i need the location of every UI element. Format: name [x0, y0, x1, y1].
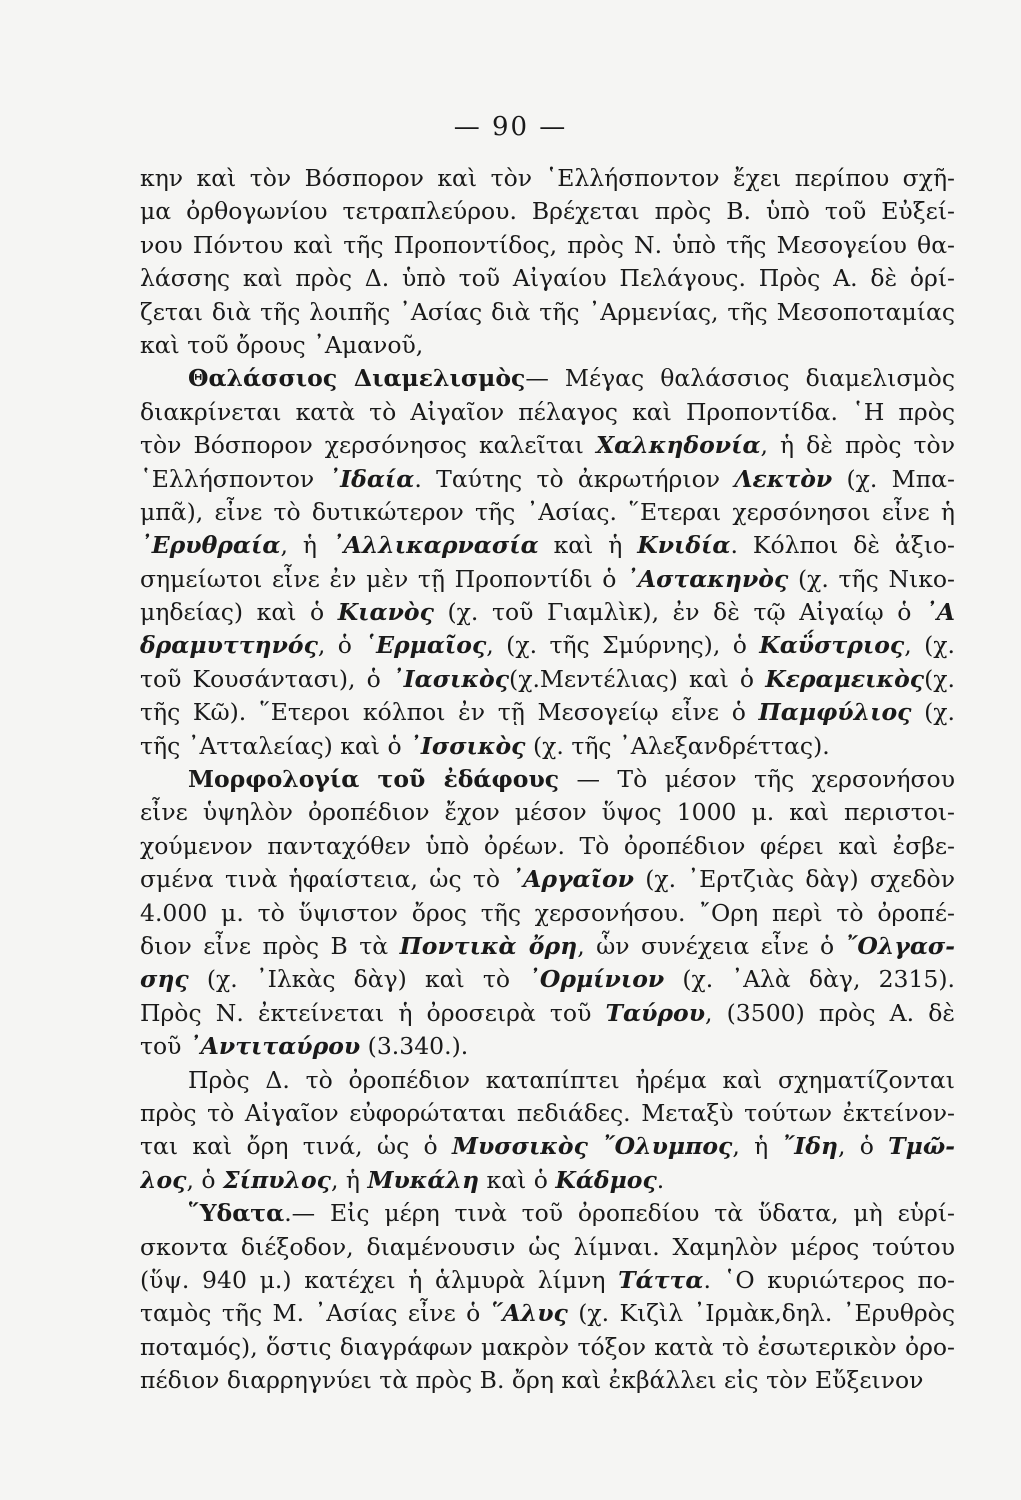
text-line: [140, 262, 955, 295]
emphasized-term: λος: [140, 1165, 187, 1194]
emphasized-term: Κιανὸς: [337, 598, 434, 627]
text-run: ται καὶ ὄρη τινά, ὡς ὁ: [140, 1132, 452, 1161]
text-line: [140, 362, 955, 395]
text-line: [140, 429, 955, 462]
text-run: (χ. ᾿Ερτζιὰς δὰγ) σχεδὸν: [633, 865, 955, 894]
text-run: ῾Ελλήσποντον: [140, 464, 329, 493]
text-run: καὶ ἡ: [538, 531, 638, 560]
text-run: μα ὀρθογωνίου τετραπλεύρου. Βρέχεται πρὸς Β. ὑπὸ τοῦ Εὐξεί-: [140, 197, 955, 226]
text-run: τὸν Βόσπορον χερσόνησος καλεῖται: [140, 431, 596, 460]
emphasized-term: Κνιδία: [637, 531, 731, 560]
text-run: τῆς ᾿Ατταλείας) καὶ ὁ: [140, 731, 410, 760]
emphasized-term: σης: [140, 965, 189, 994]
text-run: ποταμός), ὅστις διαγράφων μακρὸν τόξον κατὰ τὸ ἐσωτερικὸν ὀρο-: [140, 1332, 955, 1361]
text-line: [140, 529, 955, 562]
emphasized-term: Τμῶ-: [888, 1132, 955, 1161]
text-run: σκοντα διέξοδον, διαμένουσιν ὡς λίμναι. Χαμηλὸν μέρος τούτου: [140, 1232, 955, 1261]
text-run: διον εἶνε πρὸς Β τὰ: [140, 931, 400, 960]
text-run: τοῦ Κουσάντασι), ὁ: [140, 664, 392, 693]
emphasized-term: ῞Αλυς: [490, 1299, 568, 1328]
text-run: (3.340.).: [360, 1032, 469, 1061]
text-run: (χ.: [924, 664, 955, 693]
emphasized-term: Ποντικὰ ὄρη: [399, 931, 578, 960]
text-run: (χ. Κιζὶλ ᾿Ιρμὰκ,δηλ. ᾿Ερυθρὸς: [567, 1299, 955, 1328]
text-run: . Κόλποι δὲ ἀξιο-: [730, 531, 955, 560]
text-run: , ὧν συνέχεια εἶνε ὁ: [577, 931, 846, 960]
text-run: (χ.: [911, 698, 955, 727]
text-line: [140, 1130, 955, 1163]
text-line: [140, 1364, 955, 1397]
text-line: [140, 1297, 955, 1330]
text-line: [140, 930, 955, 963]
emphasized-term: Μορφολογία τοῦ ἐδάφους: [188, 765, 560, 794]
text-line: [140, 796, 955, 829]
text-run: νου Πόντου καὶ τῆς Προποντίδος, πρὸς Ν. ὑπὸ τῆς Μεσογείου θα-: [140, 230, 955, 259]
text-line: [140, 1064, 955, 1097]
text-line: [140, 1331, 955, 1364]
text-run: , ἡ: [732, 1132, 783, 1161]
emphasized-term: ᾿Αργαῖον: [511, 865, 634, 894]
text-line: [140, 162, 955, 195]
emphasized-term: ῞Υδατα: [188, 1199, 285, 1228]
text-run: (χ. ᾿Ιλκὰς δὰγ) καὶ τὸ: [188, 965, 529, 994]
emphasized-term: δραμυττηνός: [140, 631, 318, 660]
text-line: [140, 1264, 955, 1297]
emphasized-term: Ταύρου: [605, 998, 706, 1027]
text-line: [140, 396, 955, 429]
text-run: . ῾Ο κυριώτερος πο-: [703, 1265, 955, 1294]
text-run: (χ. Μπα-: [832, 464, 955, 493]
text-line: [140, 963, 955, 996]
text-line: [140, 629, 955, 662]
text-line: [140, 596, 955, 629]
text-run: μπᾶ), εἶνε τὸ δυτικώτερον τῆς ᾿Ασίας. ῞Ετεραι χερσόνησοι εἶνε ἡ: [140, 497, 955, 526]
text-line: [140, 897, 955, 930]
text-line: [140, 563, 955, 596]
text-run: καὶ ὁ: [479, 1165, 556, 1194]
text-line: [140, 1197, 955, 1230]
emphasized-term: Κεραμεικὸς: [765, 664, 925, 693]
text-run: ζεται διὰ τῆς λοιπῆς ᾿Ασίας διὰ τῆς ᾿Αρμενίας, τῆς Μεσοποταμίας: [140, 297, 955, 326]
text-run: (ὕψ. 940 μ.) κατέχει ἡ ἁλμυρὰ λίμνη: [140, 1265, 619, 1294]
emphasized-term: ᾿Α: [925, 598, 955, 627]
text-run: καὶ τοῦ ὄρους ᾿Αμανοῦ,: [140, 330, 424, 359]
emphasized-term: Καΰστριος: [759, 631, 905, 660]
text-line: [140, 296, 955, 329]
text-line: [140, 696, 955, 729]
emphasized-term: ῎Ιδη: [782, 1132, 838, 1161]
emphasized-term: Παμφύλιος: [758, 698, 912, 727]
text-line: [140, 1231, 955, 1264]
text-run: .— Εἰς μέρη τινὰ τοῦ ὀροπεδίου τὰ ὕδατα, μὴ εὑρί-: [284, 1199, 955, 1228]
emphasized-term: ᾿Ιδαία: [328, 464, 415, 493]
emphasized-term: ῾Ερμαῖος: [364, 631, 487, 660]
text-line: [140, 830, 955, 863]
text-run: σμένα τινὰ ἡφαίστεια, ὡς τὸ: [140, 865, 512, 894]
text-run: Πρὸς Δ. τὸ ὀροπέδιον καταπίπτει ἠρέμα καὶ σχηματίζονται: [188, 1065, 955, 1094]
emphasized-term: Θαλάσσιος Διαμελισμὸς: [188, 364, 526, 393]
text-run: (χ.Μεντέλιας) καὶ ὁ: [509, 664, 766, 693]
text-line: [140, 997, 955, 1030]
emphasized-term: Σίπυλος: [223, 1165, 331, 1194]
text-line: [140, 463, 955, 496]
text-run: , ἡ δὲ πρὸς τὸν: [760, 431, 955, 460]
text-run: μηδείας) καὶ ὁ: [140, 598, 338, 627]
page-number: — 90 —: [453, 112, 568, 142]
text-run: , ὁ: [317, 631, 365, 660]
text-run: , ὁ: [186, 1165, 224, 1194]
body-text: [140, 162, 955, 1397]
emphasized-term: ᾿Αλλικαρνασία: [331, 531, 539, 560]
text-run: (χ. τοῦ Γιαμλὶκ), ἐν δὲ τῷ Αἰγαίῳ ὁ: [433, 598, 925, 627]
text-run: τοῦ: [140, 1032, 189, 1061]
text-line: [140, 1097, 955, 1130]
text-run: 4.000 μ. τὸ ὕψιστον ὄρος τῆς χερσονήσου. ῎Ορη περὶ τὸ ὀροπέ-: [140, 898, 955, 927]
text-run: πέδιον διαρρηγνύει τὰ πρὸς Β. ὄρη καὶ ἐκβάλλει εἰς τὸν Εὔξεινον: [140, 1366, 924, 1395]
emphasized-term: ῎Ολγασ-: [845, 931, 955, 960]
emphasized-term: Μυσσικὸς ῎Ολυμπος: [451, 1132, 733, 1161]
text-run: πρὸς τὸ Αἰγαῖον εὐφορώταται πεδιάδες. Μεταξὺ τούτων ἐκτείνον-: [140, 1098, 955, 1127]
text-line: [140, 730, 955, 763]
text-run: ταμὸς τῆς Μ. ᾿Ασίας εἶνε ὁ: [140, 1299, 491, 1328]
text-run: (χ. τῆς ᾿Αλεξανδρέττας).: [525, 731, 830, 760]
emphasized-term: ᾿Αστακηνὸς: [626, 564, 789, 593]
text-line: [140, 1164, 955, 1197]
text-run: διακρίνεται κατὰ τὸ Αἰγαῖον πέλαγος καὶ Προποντίδα. ῾Η πρὸς: [140, 397, 955, 426]
emphasized-term: ᾿Αντιταύρου: [188, 1032, 361, 1061]
text-run: , ὁ: [837, 1132, 889, 1161]
text-run: χούμενον πανταχόθεν ὑπὸ ὀρέων. Τὸ ὀροπέδιον φέρει καὶ ἐσβε-: [140, 831, 955, 860]
emphasized-term: ᾿Ιασικὸς: [391, 664, 510, 693]
text-line: [140, 229, 955, 262]
text-run: , ἡ: [280, 531, 332, 560]
text-line: [140, 496, 955, 529]
text-run: Πρὸς Ν. ἐκτείνεται ἡ ὀροσειρὰ τοῦ: [140, 998, 606, 1027]
text-run: , (χ. τῆς Σμύρνης), ὁ: [486, 631, 760, 660]
text-run: κην καὶ τὸν Βόσπορον καὶ τὸν ῾Ελλήσποντον ἔχει περίπου σχῆ-: [140, 164, 955, 192]
emphasized-term: Κάδμος: [555, 1165, 657, 1194]
text-line: [140, 763, 955, 796]
text-line: [140, 1030, 955, 1063]
emphasized-term: ᾿Ερυθραία: [140, 531, 281, 560]
text-run: .: [656, 1165, 665, 1194]
text-run: εἶνε ὑψηλὸν ὀροπέδιον ἔχον μέσον ὕψος 1000 μ. καὶ περιστοι-: [140, 798, 955, 827]
text-line: [140, 663, 955, 696]
emphasized-term: Λεκτὸν: [734, 464, 833, 493]
emphasized-term: ᾿Ορμίνιον: [528, 965, 665, 994]
text-run: , (3500) πρὸς Α. δὲ: [705, 998, 955, 1027]
text-run: — Μέγας θαλάσσιος διαμελισμὸς: [525, 364, 955, 393]
emphasized-term: Χαλκηδονία: [595, 431, 761, 460]
text-line: [140, 329, 955, 362]
emphasized-term: ᾿Ισσικὸς: [409, 731, 526, 760]
emphasized-term: Μυκάλη: [367, 1165, 480, 1194]
text-run: (χ. τῆς Νικο-: [788, 564, 955, 593]
text-line: [140, 195, 955, 228]
text-run: (χ. ᾿Αλὰ δὰγ, 2315).: [664, 965, 955, 994]
text-run: λάσσης καὶ πρὸς Δ. ὑπὸ τοῦ Αἰγαίου Πελάγους. Πρὸς Α. δὲ ὁρί-: [140, 264, 955, 293]
text-run: τῆς Κῶ). ῞Ετεροι κόλποι ἐν τῇ Μεσογείῳ εἶνε ὁ: [140, 698, 759, 727]
text-run: . Ταύτης τὸ ἀκρωτήριον: [414, 464, 735, 493]
text-run: σημείωτοι εἶνε ἐν μὲν τῇ Προποντίδι ὁ: [140, 564, 627, 593]
text-run: — Τὸ μέσον τῆς χερσονήσου: [559, 765, 955, 794]
text-line: [140, 863, 955, 896]
text-run: , (χ.: [904, 631, 955, 660]
text-run: , ἡ: [330, 1165, 368, 1194]
emphasized-term: Τάττα: [618, 1265, 704, 1294]
